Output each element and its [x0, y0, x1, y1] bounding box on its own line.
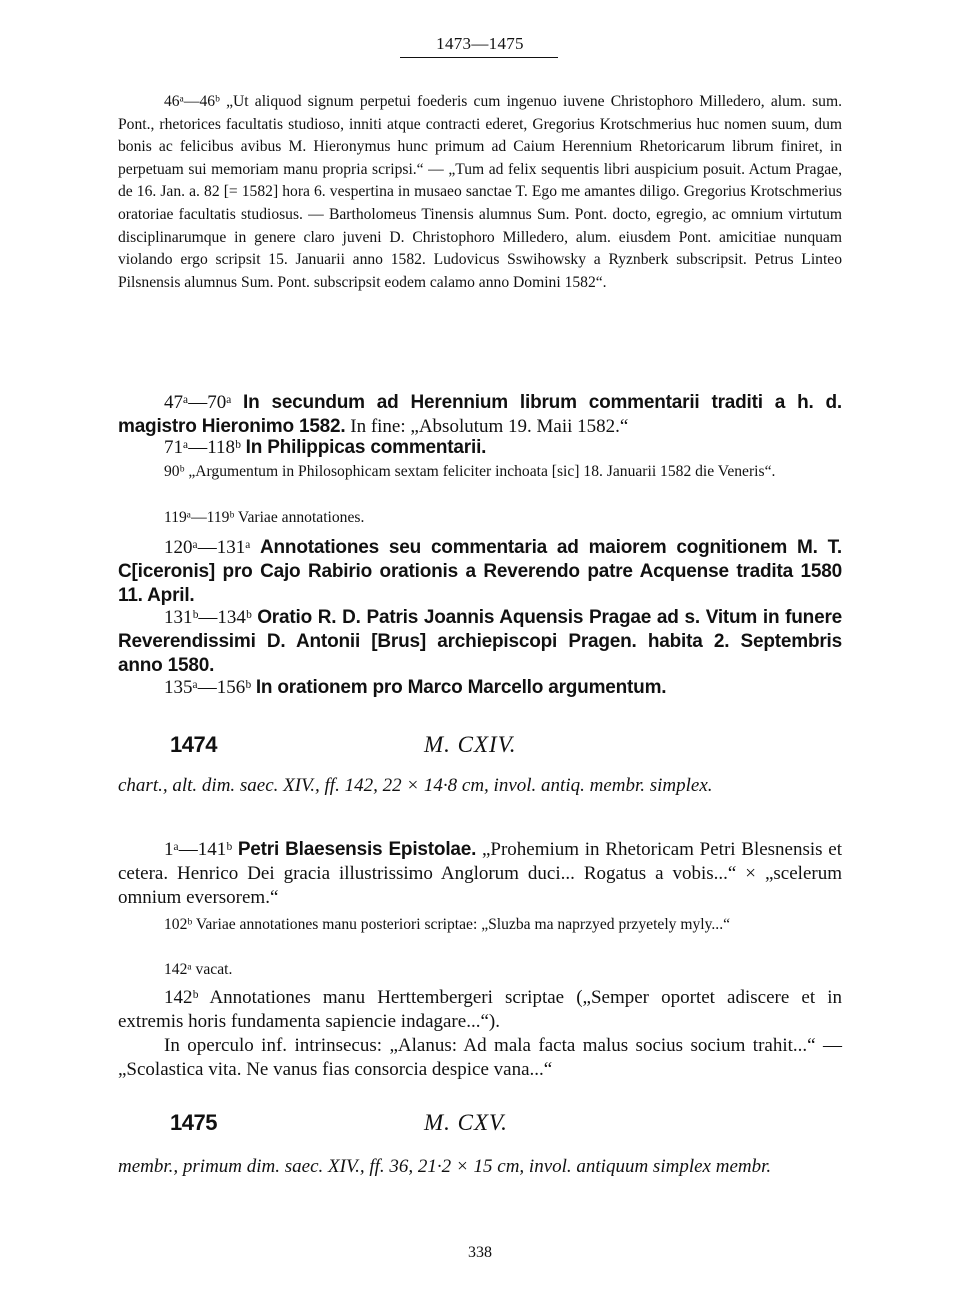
entry-rest: In fine: „Absolutum 19. Maii 1582.“ [350, 416, 629, 437]
entry-title: In orationem pro Marco Marcello argumentum. [255, 677, 667, 698]
ms-number: 1474 [170, 732, 217, 757]
entry-folios: 131ᵇ—134ᵇ [164, 607, 252, 628]
running-title: 1473—1475 [436, 34, 524, 53]
entry-title: Annotationes seu commentaria ad maiorem cognitionem M. T. C[iceronis] pro Cajo Rabirio orationis a Reverendo patre Acquense tradita 1580 11. April. [118, 537, 842, 606]
ms1473-note-119: 119ᵃ—119ᵇ Variae annotationes. [164, 509, 365, 526]
entry-title: In Philippicas commentarii. [245, 437, 487, 458]
ms1473-entry-131 [118, 606, 842, 678]
ms-signature: M. CXV. [424, 1110, 508, 1135]
ms1475-heading [118, 1110, 842, 1144]
entry-rest: „Prohemium in Rhetoricam Petri Blesnensis et cetera. Henrico Dei gracia illustrissimo Anglorum duci... Rogatus a vobis...“ × „scelerum omnium eversorem.“ [118, 839, 843, 908]
entry-folios: 47ᵃ—70ᵃ [164, 392, 232, 413]
entry-folios: 1ᵃ—141ᵇ [164, 839, 233, 860]
ms1474-note-142a: 142ᵃ vacat. [164, 961, 233, 978]
ms1474-note-cover: In operculo inf. intrinsecus: „Alanus: Ad mala facta malus socius socium trahit...“ — „Scolastica vita. Ne vanus fias consorcia despice vana...“ [118, 1035, 842, 1080]
ms-number: 1475 [170, 1110, 217, 1135]
entry-folios: 120ᵃ—131ᵃ [164, 537, 251, 558]
ms1473-entry-135 [118, 676, 842, 700]
ms1474-entry-1 [118, 838, 842, 910]
entry-folios: 135ᵃ—156ᵇ [164, 677, 252, 698]
ms1473-entry-47 [118, 391, 842, 439]
entry-title: Oratio R. D. Patris Joannis Aquensis Pragae ad s. Vitum in funere Reverendissimi D. Antonii [Brus] archiepiscopi Pragen. habita 2. Septembris anno 1580. [118, 607, 843, 676]
ms1474-description: chart., alt. dim. saec. XIV., ff. 142, 22 × 14·8 cm, invol. antiq. membr. simplex. [118, 775, 713, 796]
ms-signature: M. CXIV. [424, 732, 517, 757]
entry-title: Petri Blaesensis Epistolae. [237, 839, 477, 860]
ms1474-note-102: 102ᵇ Variae annotationes manu posteriori scriptae: „Sluzba ma naprzyed przyetely myly...“ [164, 916, 731, 933]
header-rule [400, 57, 558, 58]
entry-title: In secundum ad Herennium librum commentarii traditi a h. d. magistro Hieronimo 1582. [118, 392, 842, 437]
entry-folios: 71ᵃ—118ᵇ [164, 437, 241, 458]
ms1473-entry-71 [118, 436, 842, 460]
page-number: 338 [468, 1244, 492, 1261]
ms1474-note-142b: 142ᵇ Annotationes manu Herttembergeri scriptae („Semper oportet adiscere et in extremis horis fundamenta sapiencie indagare...“). [118, 987, 842, 1032]
ms1473-note-90: 90ᵇ „Argumentum in Philosophicam sextam feliciter inchoata [sic] 18. Januarii 1582 die Veneris“. [164, 463, 776, 480]
ms1474-heading [118, 732, 842, 766]
ms1475-description: membr., primum dim. saec. XIV., ff. 36, 21·2 × 15 cm, invol. antiquum simplex membr. [118, 1156, 772, 1177]
ms1473-paragraph: 46ᵃ—46ᵇ „Ut aliquod signum perpetui foederis cum ingenuo iuvene Christophoro Milledero, alum. sum. Pont., rhetorices facultatis studioso, inniti atque contracti ederet, Gregorius Krotschmerius huc nomen suum, dum bonis ac felicibus avibus M. Hieronymus hunc primum ad Caium Herennium Rhetoricarum librum finiret, in perpetuam sui memoriam manu propria scripsi.“ — „Tum ad felix sequentis libri auspicium posuit. Actum Pragae, de 16. Jan. a. 82 [= 1582] hora 6. vespertina in musaeo sanctae T. Ego me amantes diligo. Gregorius Krotschmerius oratoriae facultatis studiosus. — Bartholomeus Tinensis alumnus Sum. Pont. docto, egregio, ac omnium virtutum disciplinarumque in genere claro juveni D. Christophoro Milledero, alum. eiusdem Pont. amicitiae nunquam violando ergo scripsit 15. Januarii anno 1582. Ludovicus Sswihowsky a Ryznberk subscripsit. Petrus Linteo Pilsnensis alumnus Sum. Pont. subscripsit eodem calamo anno Domini 1582“. [118, 93, 842, 291]
ms1473-entry-120 [118, 536, 842, 608]
